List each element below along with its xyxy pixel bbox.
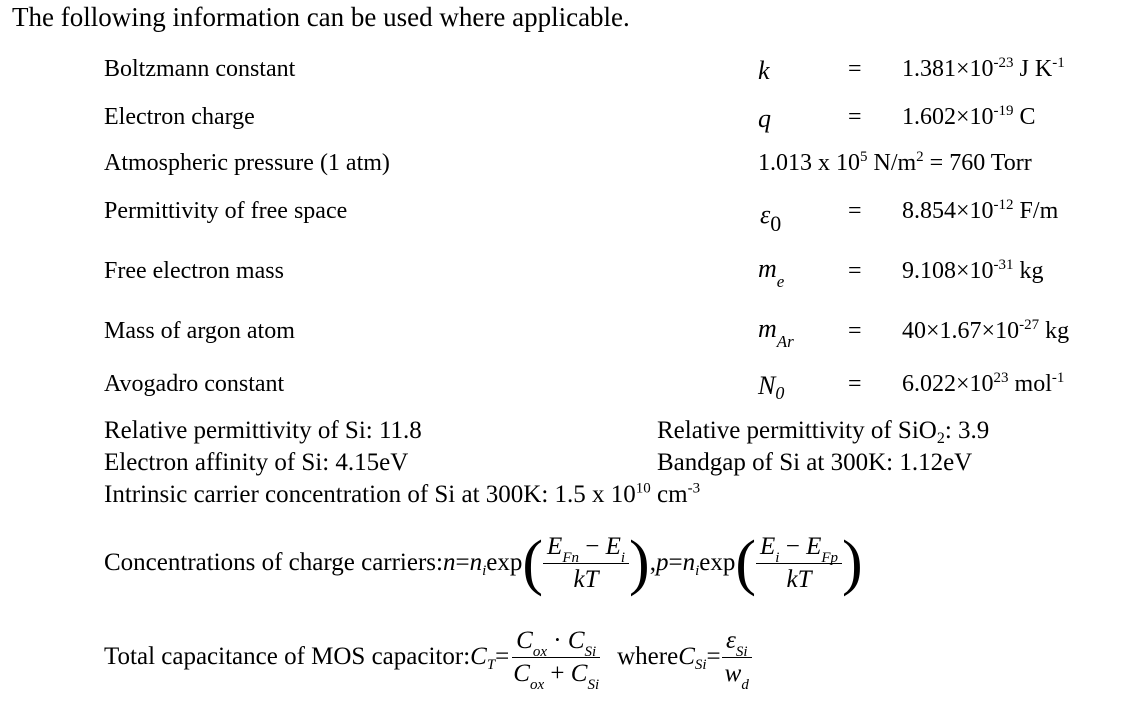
fraction-n: $\frac{E_{Fn} - E_i}{kT}$ [543,533,629,594]
fraction-ct: $\frac{C_{ox} \cdot C_{Si}}{C_{ox} + C_{Si}}$ [513,626,600,693]
constant-label-argon-mass: Mass of argon atom [104,318,295,344]
mos-capacitance-formula: Total capacitance of MOS capacitor: C T = $\frac{C_{ox} \cdot C_{Si}}{C_{ox} + C_{Si}}$ where C Si = $\frac{\varepsilon_{Si}}{w_d}$ [104,612,753,702]
constant-label-electron-mass: Free electron mass [104,258,284,284]
fraction-csi: $\frac{\varepsilon_{Si}}{w_d}$ [721,627,753,688]
equals-sign: = [848,258,862,284]
rel-permittivity-sio2: Relative permittivity of SiO$_2$: 3.9 [657,417,990,447]
constant-value-electron-mass: $9.108\times 10^{-31}$ kg [902,257,1044,284]
bandgap-si: Bandgap of Si at 300K: 1.12eV [657,449,973,476]
symbol-me: $m_e$ [758,254,785,291]
constant-value-boltzmann: $1.381\times 10^{-23}$ J $K^{-1}$ [902,55,1065,82]
constant-value-atm-pressure: 1.013 x $10^5$ $N/m^2 = 760$ Torr [758,149,1032,176]
constant-value-permittivity: $8.854\times 10^{-12}$ F/m [902,197,1059,224]
symbol-mAr: $m_{Ar}$ [758,314,794,351]
electron-affinity-si: Electron affinity of Si: 4.15eV [104,449,409,476]
constant-label-avogadro: Avogadro constant [104,371,285,397]
symbol-k: k [758,56,770,85]
constant-label-permittivity: Permittivity of free space [104,198,348,224]
rel-permittivity-si: Relative permittivity of Si: 11.8 [104,417,422,444]
carrier-concentration-formula: Concentrations of charge carriers: n = n i exp ( $\frac{E_{Fn} - E_i}{kT}$ ) , p = n i exp ( $\frac{E_i - E_{Fp}}{kT}$ ) [104,529,863,597]
intrinsic-carrier-concentration: Intrinsic carrier concentration of Si at 300K: 1.5 x $10^{10}$ $cm^{-3}$ [104,480,701,508]
symbol-N0: N0 [758,371,785,403]
intro-text: The following information can be used where applicable. [12,2,630,32]
equals-sign: = [848,371,862,397]
equals-sign: = [848,198,862,224]
equals-sign: = [848,56,862,82]
symbol-q: q [758,104,771,133]
fraction-p: $\frac{E_i - E_{Fp}}{kT}$ [756,533,842,594]
constant-value-electron-charge: $1.602\times 10^{-19}$ C [902,103,1036,130]
constant-label-electron-charge: Electron charge [104,104,255,130]
equals-sign: = [848,104,862,130]
mos-label: Total capacitance of MOS capacitor: [104,643,471,670]
constant-label-boltzmann: Boltzmann constant [104,56,296,82]
carriers-label: Concentrations of charge carriers: [104,549,443,576]
equals-sign: = [848,318,862,344]
constant-value-avogadro: $6.022\times 10^{23}$ mol$^{-1}$ [902,370,1065,397]
constant-value-argon-mass: $40\times 1.67\times 10^{-27}$ kg [902,317,1070,344]
constant-label-atm-pressure: Atmospheric pressure (1 atm) [104,150,390,176]
symbol-epsilon0: $\varepsilon_0$ [760,200,782,236]
